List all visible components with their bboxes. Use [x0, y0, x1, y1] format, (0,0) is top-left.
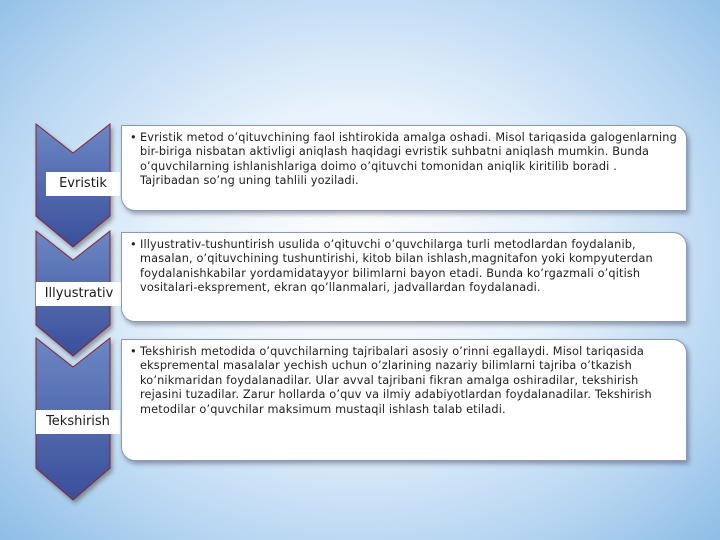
description-text: • Evristik metod o’qituvchining faol ishtirokida amalga oshadi. Misol tariqasida galogenlarning bir-biriga nisbatan aktivligi aniqlash haqidagi evristik suhbatni aniqlash mumkin. Bunda o’quvchilarning ishlanishlariga doimo o’qituvchi tomonidan aniqlik kiritilib boradi . Tajribadan so’ng uning tahlili yoziladi. — [130, 131, 680, 189]
description-text: • Tekshirish metodida o’quvchilarning tajribalari asosiy o’rinni egallaydi. Misol tariqasida ekspremental masalalar yechish uchun o’zlarining nazariy bilimlarni tajriba o’tkazish ko’nikmaridan foydalanadilar. Ular avval tajribani fikran amalga oshiradilar, tekshirish rejasini tuzadilar. Zarur hollarda o’quv va ilmiy adabiyotlardan foydalanadilar. Tekshirish metodilar o’quvchilar maksimum mustaqil ishlash talab etiladi. — [130, 345, 680, 417]
chevron-label-illyustrativ: Illyustrativ — [44, 286, 114, 301]
description-box-evristik — [121, 125, 687, 211]
description-box-illyustrativ — [121, 232, 687, 322]
description-text: • Illyustrativ-tushuntirish usulida o’qituvchi o’quvchilarga turli metodlardan foydalanib, masalan, o’qituvchining tushuntirishi, kitob bilan ishlash,magnitafon yoki kompyuterdan foydalanishkabilar yordamidatayyor bilimlarni bayon etadi. Bunda ko’rgazmali o’qitish vositalari-ekspremеnt, ekran qo’llanmalari, jadvallardan foydalanadi. — [130, 238, 680, 296]
chevron-label-evristik: Evristik — [59, 176, 107, 191]
chevron-label-tekshirish: Tekshirish — [46, 414, 110, 429]
description-box-tekshirish — [121, 339, 687, 461]
